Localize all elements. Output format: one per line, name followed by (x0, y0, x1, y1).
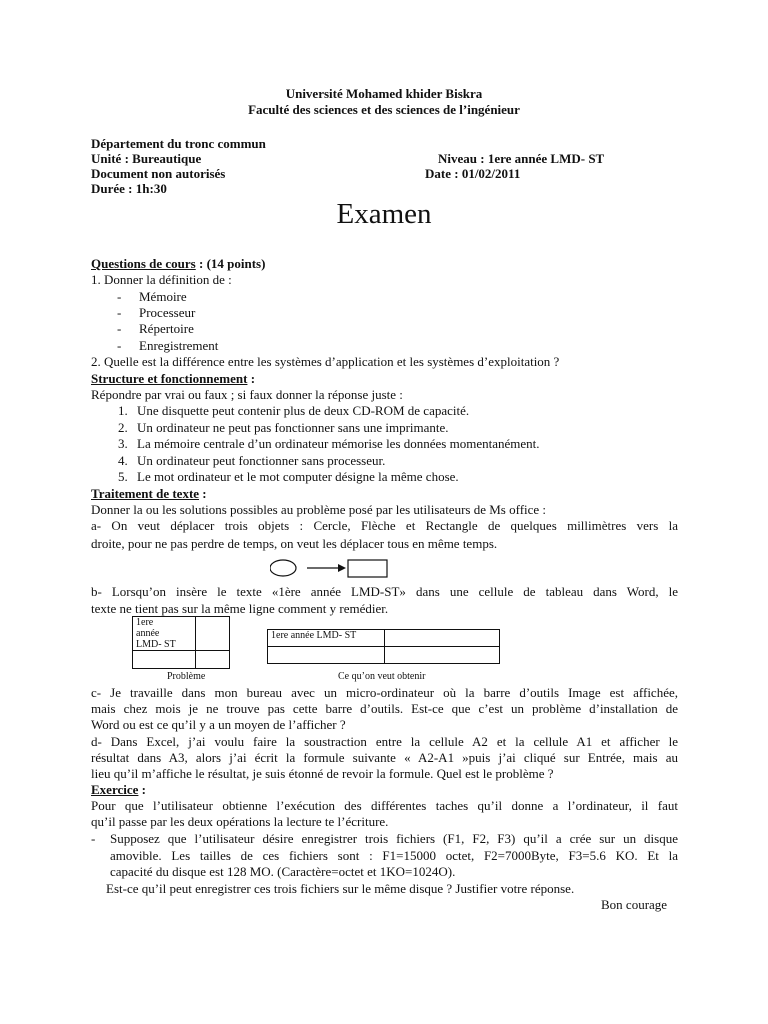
documents-line: Document non autorisés (91, 166, 226, 181)
term-item: Enregistrement (139, 338, 219, 353)
true-false-item: Une disquette peut contenir plus de deux CD-ROM de capacité. (137, 403, 470, 418)
exercice-statement-1: Supposez que l’utilisateur désire enregistrer trois fichiers (F1, F2, F3) qu’il a crée sur un disque (110, 831, 678, 846)
question-c-line-2: mais chez mois je ne trouve pas cette barre d’outils. Est-ce que c’est un problème d’installation de (91, 701, 678, 716)
exercice-paragraph-1: Pour que l’utilisateur obtienne l’exécution des différentes taches qu’il donne a l’ordinateur, il faut (91, 798, 678, 813)
date-line: Date : 01/02/2011 (425, 166, 521, 181)
table-cell (196, 651, 230, 669)
problem-cell-line: année (136, 628, 160, 639)
shapes-figure (270, 557, 410, 581)
table-cell (133, 651, 196, 669)
caption-wanted: Ce qu’on veut obtenir (338, 671, 426, 682)
problem-cell (133, 617, 196, 651)
problem-table (132, 616, 230, 669)
wanted-table (267, 629, 500, 664)
closing-text: Bon courage (601, 897, 668, 912)
exercice-question: Est-ce qu’il peut enregistrer ces trois fichiers sur le même disque ? Justifier votre réponse. (106, 881, 575, 896)
item-number: 5. (118, 469, 128, 484)
level-line: Niveau : 1ere année LMD- ST (438, 151, 605, 166)
exercice-heading-label: Exercice (91, 782, 139, 797)
table-cell (268, 647, 385, 664)
texte-heading-colon: : (199, 486, 207, 501)
problem-cell-line: 1ere (136, 617, 154, 628)
unit-line: Unité : Bureautique (91, 151, 202, 166)
true-false-item: Un ordinateur ne peut pas fonctionner sans une imprimante. (137, 420, 449, 435)
texte-heading (91, 486, 207, 502)
question-d-line-2: résultat dans A3, alors j’ai écrit la formule suivante « A2-A1 »puis j’ai cliqué sur Entrée, mais au (91, 750, 678, 765)
exercice-paragraph-2: qu’il passe par les deux opérations la lecture te l’écriture. (91, 814, 389, 829)
wanted-cell: 1ere année LMD- ST (268, 630, 385, 647)
term-dash: - (117, 338, 122, 353)
arrow-shape (307, 564, 346, 572)
exercice-dash: - (91, 831, 96, 846)
cours-heading (91, 256, 265, 272)
true-false-item: Un ordinateur peut fonctionner sans processeur. (137, 453, 386, 468)
cours-points: : (14 points) (195, 256, 266, 271)
exercice-heading (91, 782, 146, 798)
item-number: 2. (118, 420, 128, 435)
item-number: 3. (118, 436, 128, 451)
question-b-line-2: texte ne tient pas sur la même ligne comment y remédier. (91, 601, 389, 616)
table-cell (385, 647, 500, 664)
item-number: 1. (118, 403, 128, 418)
question-a-line-1: a- On veut déplacer trois objets : Cercle, Flèche et Rectangle de quelques millimètres vers la (91, 518, 678, 533)
exercice-statement-2: amovible. Les tailles de ces fichiers sont : F1=15000 octet, F2=7000Byte, F3=5.6 KO. Et la (110, 848, 678, 863)
question-d-line-3: lieu qu’il m’affiche le résultat, je suis étonné de revoir la formule. Quel est le problème ? (91, 766, 554, 781)
texte-intro: Donner la ou les solutions possibles au problème posé par les utilisateurs de Ms office : (91, 502, 547, 517)
structure-heading-label: Structure et fonctionnement (91, 371, 248, 386)
table-cell (385, 630, 500, 647)
term-item: Mémoire (139, 289, 187, 304)
cours-heading-label: Questions de cours (91, 256, 196, 271)
faculty-name: Faculté des sciences et des sciences de l’ingénieur (248, 102, 520, 117)
term-dash: - (117, 305, 122, 320)
question-1: 1. Donner la définition de : (91, 272, 232, 287)
texte-heading-label: Traitement de texte (91, 486, 200, 501)
department-line: Département du tronc commun (91, 136, 266, 151)
term-dash: - (117, 321, 122, 336)
structure-heading (91, 371, 255, 387)
question-b-line-1: b- Lorsqu’on insère le texte «1ère année LMD-ST» dans une cellule de tableau dans Word, le (91, 584, 678, 599)
caption-problem: Problème (167, 671, 206, 682)
term-item: Processeur (139, 305, 196, 320)
structure-heading-colon: : (247, 371, 256, 386)
true-false-item: Le mot ordinateur et le mot computer désigne la même chose. (137, 469, 459, 484)
structure-intro: Répondre par vrai ou faux ; si faux donner la réponse juste : (91, 387, 403, 402)
rectangle-shape (348, 560, 387, 577)
page-title: Examen (336, 198, 432, 230)
question-2: 2. Quelle est la différence entre les systèmes d’application et les systèmes d’exploitation ? (91, 354, 560, 369)
term-item: Répertoire (139, 321, 194, 336)
true-false-item: La mémoire centrale d’un ordinateur mémorise les données momentanément. (137, 436, 540, 451)
question-a-line-2: droite, pour ne pas perdre de temps, on veut les déplacer tous en même temps. (91, 536, 498, 551)
exercice-statement-3: capacité du disque est 128 MO. (Caractère=octet et 1KO=1024O). (110, 864, 456, 879)
question-c-line-3: Word ou est ce qu’il y a un moyen de l’afficher ? (91, 717, 346, 732)
question-c-line-1: c- Je travaille dans mon bureau avec un micro-ordinateur où la barre d’outils Image est affichée, (91, 685, 678, 700)
duration-line: Durée : 1h:30 (91, 181, 167, 196)
circle-shape (270, 560, 296, 576)
university-name: Université Mohamed khider Biskra (285, 86, 483, 101)
exercice-heading-colon: : (138, 782, 146, 797)
table-cell (196, 617, 230, 651)
question-d-line-1: d- Dans Excel, j’ai voulu faire la soustraction entre la cellule A2 et la cellule A1 et afficher le (91, 734, 678, 749)
term-dash: - (117, 289, 122, 304)
item-number: 4. (118, 453, 128, 468)
problem-cell-line: LMD- ST (136, 639, 176, 650)
